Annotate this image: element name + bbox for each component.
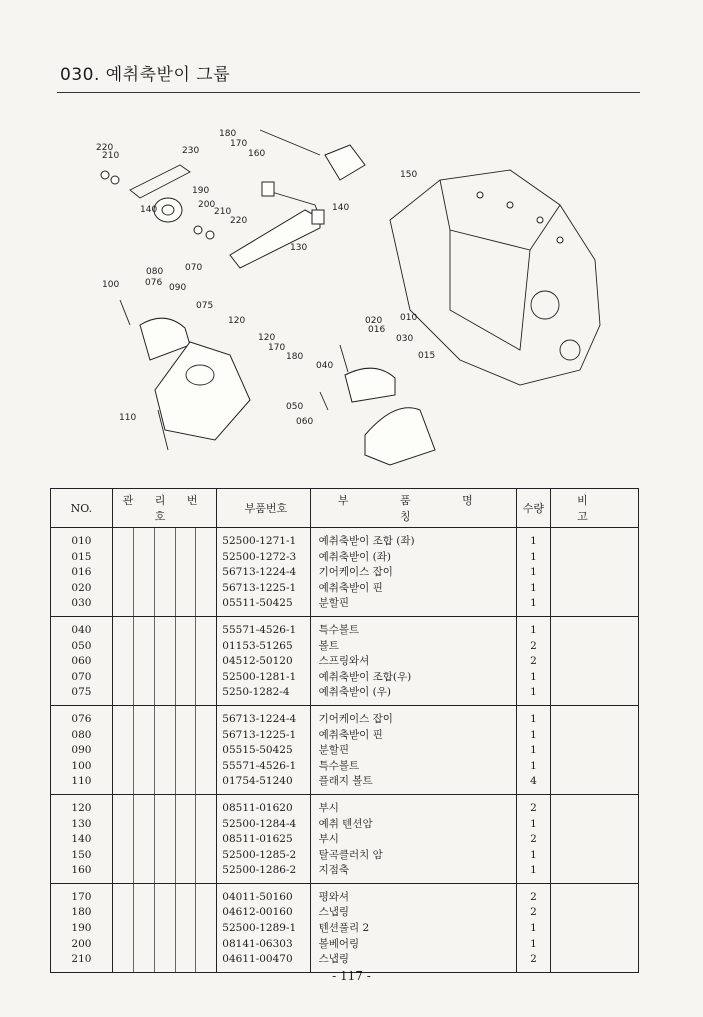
- remark-cell: [550, 528, 638, 617]
- title-divider: [57, 92, 640, 93]
- part-quantity: 1: [530, 817, 537, 830]
- svg-text:220: 220: [96, 143, 114, 153]
- page-number: - 117 -: [332, 969, 371, 983]
- item-no: 020: [71, 581, 92, 594]
- part-number: 5250-1282-4: [222, 686, 290, 699]
- svg-text:180: 180: [219, 129, 237, 139]
- item-no: 070: [71, 670, 92, 683]
- part-number: 52500-1289-1: [222, 922, 297, 935]
- svg-text:020: 020: [365, 316, 383, 326]
- svg-text:100: 100: [102, 280, 120, 290]
- part-number: 08511-01620: [222, 801, 293, 814]
- management-number-cell: [112, 616, 216, 705]
- remark-cell: [550, 883, 638, 972]
- part-name: 볼베어링: [318, 937, 360, 950]
- svg-text:090: 090: [169, 283, 187, 293]
- part-name: 부시: [318, 801, 339, 814]
- item-no: 110: [71, 775, 92, 788]
- part-quantity: 1: [530, 597, 537, 610]
- header-remark: 비 고: [550, 489, 638, 528]
- svg-text:120: 120: [228, 316, 246, 326]
- svg-text:130: 130: [290, 243, 308, 253]
- item-no: 170: [71, 890, 92, 903]
- item-no: 010: [71, 535, 92, 547]
- table-row-group: [51, 705, 639, 794]
- svg-text:210: 210: [214, 207, 232, 217]
- part-name: 스냅링: [318, 906, 349, 919]
- part-number: 05511-50425: [222, 597, 293, 610]
- part-quantity: 1: [530, 566, 537, 579]
- part-quantity: 2: [530, 890, 537, 903]
- svg-text:140: 140: [140, 205, 158, 215]
- management-number-cell: [112, 705, 216, 794]
- part-quantity: 1: [530, 728, 537, 741]
- svg-text:170: 170: [268, 343, 286, 353]
- item-no: 150: [71, 848, 92, 861]
- part-number: 01153-51265: [222, 639, 293, 652]
- svg-text:075: 075: [196, 301, 214, 311]
- right-bearing-housing-drawing: [320, 345, 435, 465]
- item-no: 210: [71, 953, 92, 966]
- part-name: 텐션풀리 2: [318, 922, 370, 935]
- svg-text:030: 030: [396, 334, 414, 344]
- part-quantity: 1: [530, 581, 537, 594]
- svg-text:110: 110: [119, 413, 137, 423]
- item-no: 160: [71, 864, 92, 877]
- svg-text:200: 200: [198, 200, 216, 210]
- svg-text:180: 180: [286, 352, 304, 362]
- part-quantity: 1: [530, 686, 537, 699]
- svg-text:150: 150: [400, 170, 418, 180]
- table-row-group: [51, 794, 639, 883]
- page-title: 030. 예취축받이 그룹: [60, 65, 231, 85]
- part-name: 분할핀: [318, 597, 349, 610]
- header-quantity: 수량: [517, 489, 551, 528]
- part-number: 52500-1286-2: [222, 864, 297, 877]
- part-name: 예취축받이 (좌): [318, 550, 391, 563]
- part-name: 특수볼트: [318, 623, 360, 636]
- part-quantity: 1: [530, 937, 537, 950]
- svg-text:080: 080: [146, 267, 164, 277]
- part-number: 52500-1285-2: [222, 848, 297, 861]
- part-number: 55571-4526-1: [222, 623, 297, 636]
- management-number-cell: [112, 883, 216, 972]
- part-quantity: 1: [530, 550, 537, 563]
- exploded-parts-diagram: [90, 110, 610, 470]
- part-number: 52500-1271-1: [222, 535, 297, 547]
- part-quantity: 2: [530, 639, 537, 652]
- part-number: 56713-1224-4: [222, 566, 297, 579]
- part-name: 탈곡클러치 암: [318, 848, 383, 861]
- remark-cell: [550, 794, 638, 883]
- header-part-number: 부품번호: [217, 489, 310, 528]
- item-no: 080: [71, 728, 92, 741]
- part-number: 08141-06303: [222, 937, 293, 950]
- header-part-name: 부 품 명 칭: [310, 489, 516, 528]
- part-number: 56713-1225-1: [222, 581, 297, 594]
- part-name: 특수볼트: [318, 759, 360, 772]
- svg-text:070: 070: [185, 263, 203, 273]
- management-number-cell: [112, 528, 216, 617]
- part-quantity: 2: [530, 906, 537, 919]
- part-number: 05515-50425: [222, 744, 293, 757]
- part-name: 예취축받이 핀: [318, 728, 383, 741]
- part-name: 지점축: [318, 864, 349, 877]
- part-number: 04512-50120: [222, 655, 293, 668]
- svg-text:050: 050: [286, 402, 304, 412]
- svg-text:120: 120: [258, 333, 276, 343]
- item-no: 180: [71, 906, 92, 919]
- svg-text:220: 220: [230, 216, 248, 226]
- part-name: 예취 텐션암: [318, 817, 373, 830]
- part-quantity: 1: [530, 744, 537, 757]
- part-name: 예취축받이 조합(우): [318, 670, 412, 683]
- item-no: 190: [71, 922, 92, 935]
- item-no: 075: [71, 686, 92, 699]
- part-quantity: 1: [530, 623, 537, 636]
- header-management-number: 관 리 번 호: [112, 489, 216, 528]
- part-number: 52500-1281-1: [222, 670, 297, 683]
- part-quantity: 2: [530, 655, 537, 668]
- item-no: 016: [71, 566, 92, 579]
- parts-table: [50, 488, 639, 973]
- part-name: 예취축받이 조합 (좌): [318, 535, 415, 547]
- part-quantity: 1: [530, 848, 537, 861]
- svg-text:210: 210: [102, 151, 120, 161]
- part-number: 56713-1224-4: [222, 712, 297, 725]
- svg-text:230: 230: [182, 146, 200, 156]
- part-name: 평와셔: [318, 890, 349, 903]
- svg-text:010: 010: [400, 313, 418, 323]
- part-number: 04611-00470: [222, 953, 293, 966]
- part-quantity: 2: [530, 953, 537, 966]
- table-row-group: [51, 616, 639, 705]
- svg-text:160: 160: [248, 149, 266, 159]
- part-name: 플래지 볼트: [318, 775, 373, 788]
- item-no: 100: [71, 759, 92, 772]
- svg-text:076: 076: [145, 278, 163, 288]
- part-number: 04011-50160: [222, 890, 293, 903]
- svg-text:170: 170: [230, 139, 248, 149]
- item-no: 015: [71, 550, 92, 563]
- part-name: 기어케이스 잡이: [318, 566, 393, 579]
- part-number: 52500-1284-4: [222, 817, 297, 830]
- item-no: 076: [71, 712, 92, 725]
- svg-text:016: 016: [368, 325, 386, 335]
- part-number: 56713-1225-1: [222, 728, 297, 741]
- part-quantity: 1: [530, 670, 537, 683]
- item-no: 120: [71, 801, 92, 814]
- part-quantity: 1: [530, 864, 537, 877]
- management-number-cell: [112, 794, 216, 883]
- part-name: 부시: [318, 833, 339, 846]
- header-no: NO.: [51, 489, 113, 528]
- part-number: 08511-01625: [222, 833, 293, 846]
- table-row-group: [51, 883, 639, 972]
- item-no: 090: [71, 744, 92, 757]
- item-no: 040: [71, 623, 92, 636]
- svg-text:140: 140: [332, 203, 350, 213]
- part-quantity: 1: [530, 535, 537, 547]
- item-no: 140: [71, 833, 92, 846]
- part-quantity: 1: [530, 712, 537, 725]
- remark-cell: [550, 705, 638, 794]
- part-name: 예취축받이 (우): [318, 686, 391, 699]
- item-no: 060: [71, 655, 92, 668]
- svg-text:190: 190: [192, 186, 210, 196]
- part-name: 기어케이스 잡이: [318, 712, 393, 725]
- part-name: 볼트: [318, 639, 339, 652]
- part-quantity: 1: [530, 922, 537, 935]
- part-number: 52500-1272-3: [222, 550, 297, 563]
- svg-text:040: 040: [316, 361, 334, 371]
- part-name: 스프링와셔: [318, 655, 370, 668]
- part-quantity: 1: [530, 759, 537, 772]
- item-no: 130: [71, 817, 92, 830]
- svg-text:060: 060: [296, 417, 314, 427]
- svg-text:015: 015: [418, 351, 436, 361]
- part-quantity: 2: [530, 801, 537, 814]
- item-no: 200: [71, 937, 92, 950]
- part-number: 55571-4526-1: [222, 759, 297, 772]
- part-number: 01754-51240: [222, 775, 293, 788]
- part-number: 04612-00160: [222, 906, 293, 919]
- part-name: 분할핀: [318, 744, 349, 757]
- part-name: 스냅링: [318, 953, 349, 966]
- part-quantity: 2: [530, 833, 537, 846]
- item-no: 050: [71, 639, 92, 652]
- table-row-group: [51, 528, 639, 617]
- part-name: 예취축받이 핀: [318, 581, 383, 594]
- item-no: 030: [71, 597, 92, 610]
- remark-cell: [550, 616, 638, 705]
- part-quantity: 4: [530, 775, 537, 788]
- table-header-row: [51, 489, 639, 528]
